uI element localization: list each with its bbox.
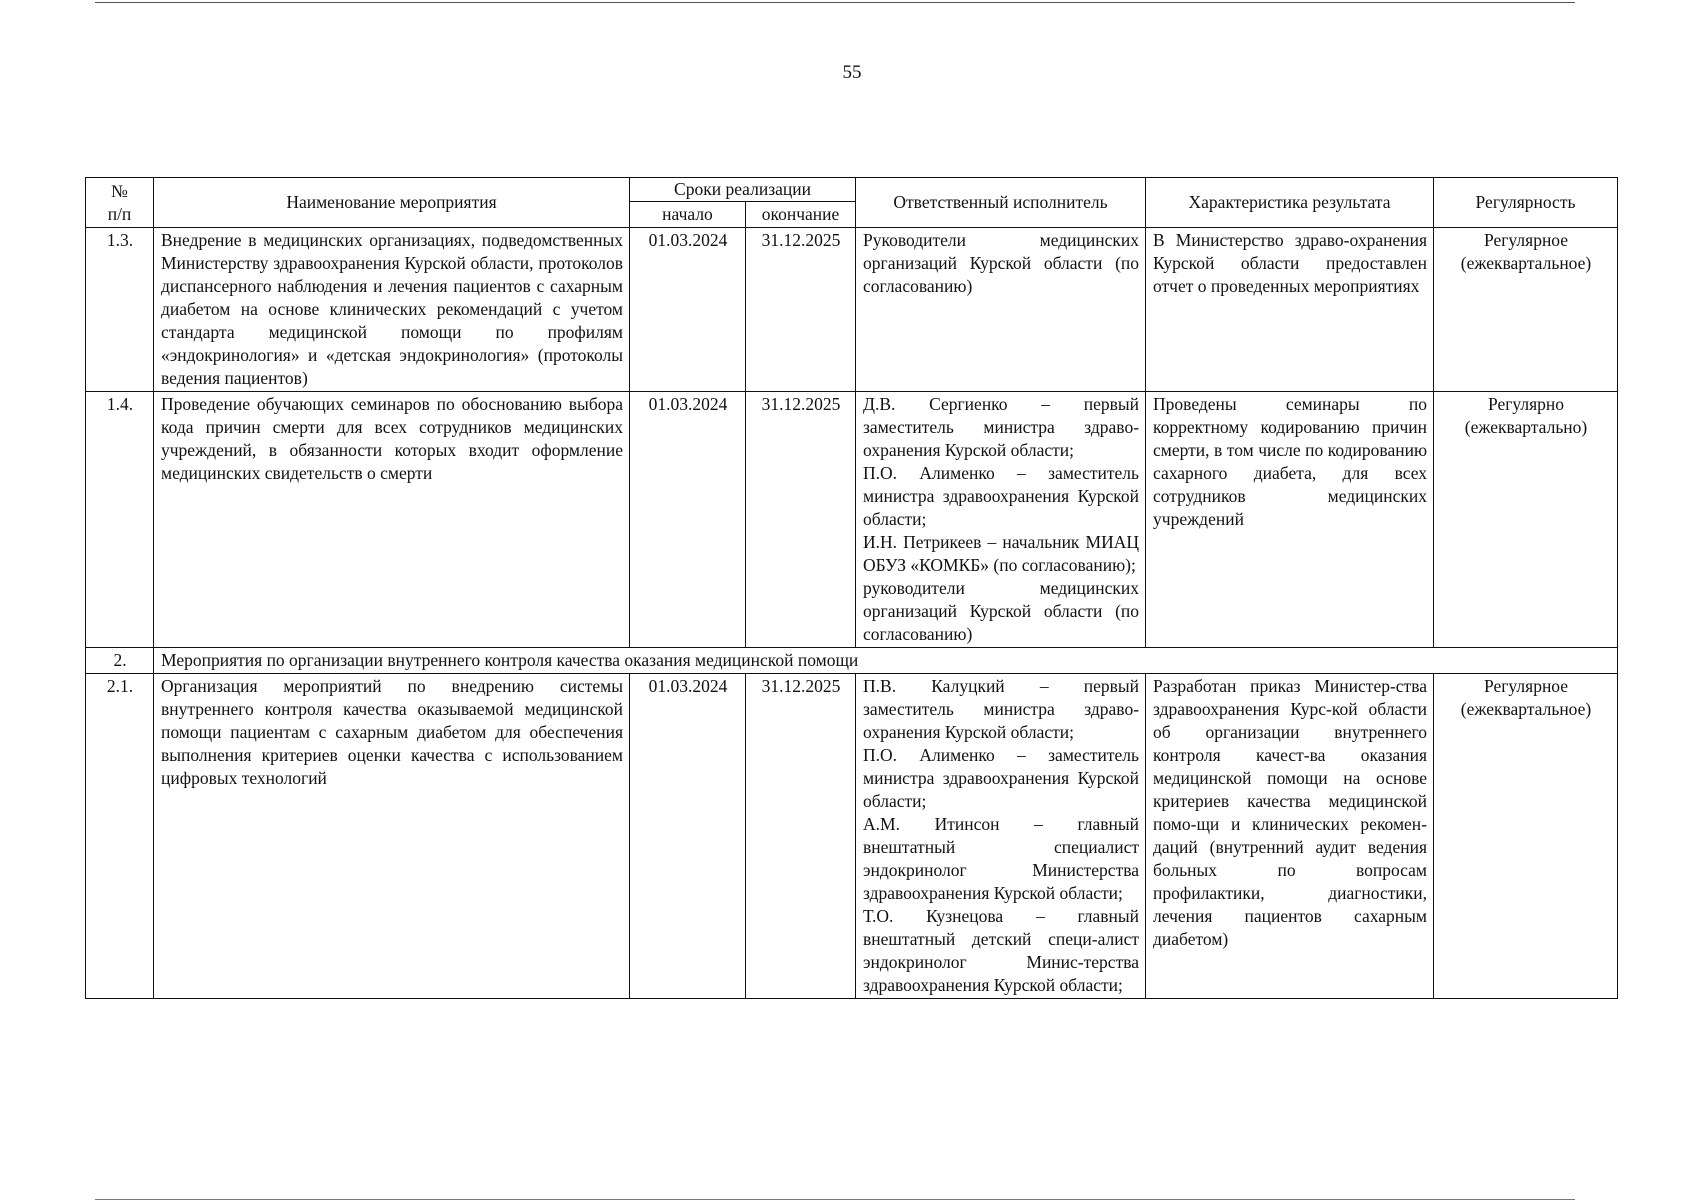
header-period: Сроки реализации bbox=[630, 178, 856, 202]
row-number: 1.3. bbox=[86, 228, 154, 392]
responsible-entry: руководители медицинских организаций Курской области (по согласованию) bbox=[863, 578, 1140, 644]
row-number: 1.4. bbox=[86, 392, 154, 648]
responsible-entry: Руководители медицинских организаций Курской области (по согласованию) bbox=[863, 230, 1140, 296]
end-date: 31.12.2025 bbox=[746, 392, 856, 648]
section-title: Мероприятия по организации внутреннего контроля качества оказания медицинской помощи bbox=[154, 648, 1618, 674]
responsible-entry: И.Н. Петрикеев – начальник МИАЦ ОБУЗ «КОМКБ» (по согласованию); bbox=[863, 532, 1140, 575]
header-row bbox=[86, 178, 1618, 202]
responsible-cell bbox=[856, 228, 1146, 392]
row-number: 2.1. bbox=[86, 674, 154, 999]
start-date: 01.03.2024 bbox=[630, 392, 746, 648]
header-num bbox=[86, 178, 154, 228]
header-regularity: Регулярность bbox=[1434, 178, 1618, 228]
start-date: 01.03.2024 bbox=[630, 228, 746, 392]
event-name: Проведение обучающих семинаров по обоснованию выбора кода причин смерти для всех сотрудников медицинских учреждений, в обязанности которых входит оформление медицинских свидетельств о смерти bbox=[154, 392, 630, 648]
header-result: Характеристика результата bbox=[1146, 178, 1434, 228]
responsible-entry: Д.В. Сергиенко – первый заместитель министра здраво-охранения Курской области; bbox=[863, 394, 1140, 460]
end-date: 31.12.2025 bbox=[746, 228, 856, 392]
table-row bbox=[86, 392, 1618, 648]
header-num-line1: № bbox=[111, 180, 128, 201]
responsible-entry: П.О. Алименко – заместитель министра здравоохранения Курской области; bbox=[863, 463, 1140, 529]
table-row bbox=[86, 228, 1618, 392]
header-num-line2: п/п bbox=[107, 203, 132, 224]
scan-edge-top bbox=[95, 2, 1575, 3]
regularity: Регулярное (ежеквартальное) bbox=[1434, 228, 1618, 392]
table-row bbox=[86, 674, 1618, 999]
header-start: начало bbox=[630, 202, 746, 228]
responsible-entry: Т.О. Кузнецова – главный внештатный детский специ-алист эндокринолог Минис-терства здравоохранения Курской области; bbox=[863, 906, 1140, 995]
section-number: 2. bbox=[86, 648, 154, 674]
responsible-entry: А.М. Итинсон – главный внештатный специалист эндокринолог Министерства здравоохранения Курской области; bbox=[863, 814, 1140, 903]
event-name: Организация мероприятий по внедрению системы внутреннего контроля качества оказываемой медицинской помощи пациентам с сахарным диабетом для обеспечения выполнения критериев оценки качества с использованием цифровых технологий bbox=[154, 674, 630, 999]
responsible-entry: П.В. Калуцкий – первый заместитель министра здраво-охранения Курской области; bbox=[863, 676, 1140, 742]
end-date: 31.12.2025 bbox=[746, 674, 856, 999]
responsible-cell bbox=[856, 392, 1146, 648]
regularity: Регулярно (ежеквартально) bbox=[1434, 392, 1618, 648]
section-row bbox=[86, 648, 1618, 674]
regularity: Регулярное (ежеквартальное) bbox=[1434, 674, 1618, 999]
event-name: Внедрение в медицинских организациях, подведомственных Министерству здравоохранения Курской области, протоколов диспансерного наблюдения и лечения пациентов с сахарным диабетом на основе клинических рекомендаций с учетом стандарта медицинской помощи по профилям «эндокринология» и «детская эндокринология» (протоколы ведения пациентов) bbox=[154, 228, 630, 392]
result-description: В Министерство здраво-охранения Курской области предоставлен отчет о проведенных мероприятиях bbox=[1146, 228, 1434, 392]
action-plan-table bbox=[85, 177, 1618, 999]
responsible-cell bbox=[856, 674, 1146, 999]
header-responsible: Ответственный исполнитель bbox=[856, 178, 1146, 228]
header-end: окончание bbox=[746, 202, 856, 228]
result-description: Проведены семинары по корректному кодированию причин смерти, в том числе по кодированию сахарного диабета, для всех сотрудников медицинских учреждений bbox=[1146, 392, 1434, 648]
page-number: 55 bbox=[842, 62, 862, 83]
result-description: Разработан приказ Министер-ства здравоохранения Курс-кой области об организации внутреннего контроля качест-ва оказания медицинской помощи на основе критериев качества медицинской помо-щи и клинических рекомен-даций (внутренний аудит ведения больных по вопросам профилактики, диагностики, лечения пациентов сахарным диабетом) bbox=[1146, 674, 1434, 999]
start-date: 01.03.2024 bbox=[630, 674, 746, 999]
header-name: Наименование мероприятия bbox=[154, 178, 630, 228]
responsible-entry: П.О. Алименко – заместитель министра здравоохранения Курской области; bbox=[863, 745, 1140, 811]
